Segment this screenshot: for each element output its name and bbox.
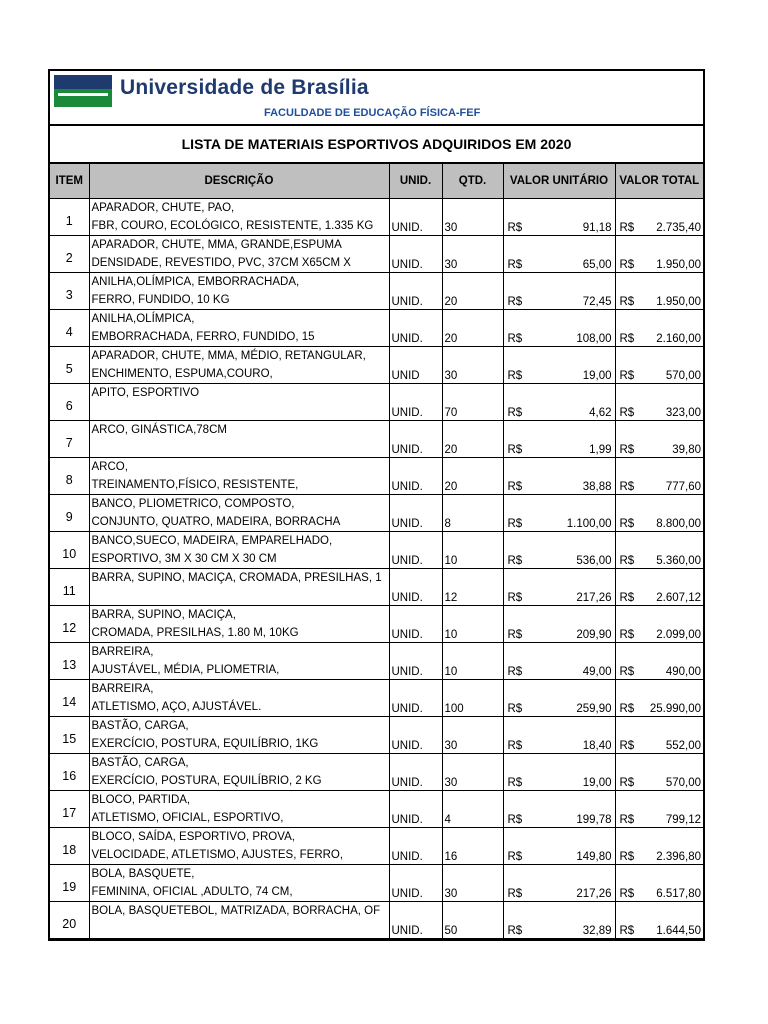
description-cell [89,790,389,827]
table-row [50,420,703,457]
table-row [50,384,703,421]
total-value-cell [615,273,703,310]
description-line-1: BASTÃO, CARGA, [91,719,189,732]
total-value: 8.800,00 [656,517,701,530]
currency-symbol: R$ [507,333,523,345]
quantity-cell: 20 [442,310,503,347]
item-number: 1 [50,199,89,236]
unit-value-cell [503,236,615,273]
total-value-cell [615,605,703,642]
unit-value: 1.100,00 [566,517,612,530]
total-value-cell [615,531,703,568]
quantity-cell: 30 [442,864,503,901]
currency-symbol: R$ [507,222,523,234]
unit-value-cell [503,753,615,790]
description-line-1: BLOCO, PARTIDA, [91,793,191,806]
table-row [50,568,703,605]
total-value: 570,00 [665,370,701,382]
total-value-cell [615,199,703,236]
description-line-1: APITO, ESPORTIVO [91,387,200,399]
total-value: 2.396,80 [656,850,701,863]
table-header-row [50,164,703,199]
description-cell [89,531,389,568]
currency-symbol: R$ [507,259,523,271]
unit-cell: UNID. [389,199,442,236]
total-value: 1.644,50 [656,924,701,937]
column-header-total-value: VALOR TOTAL [615,164,703,199]
total-value-cell [615,753,703,790]
item-number: 11 [50,568,89,605]
table-row [50,457,703,494]
unit-value-cell [503,679,615,716]
description-line-1: ARCO, [91,460,128,473]
quantity-cell: 20 [442,457,503,494]
item-number: 2 [50,236,89,273]
unit-value-cell [503,864,615,901]
item-number: 19 [50,864,89,901]
currency-symbol: R$ [507,554,523,567]
quantity-cell: 30 [442,753,503,790]
description-line-2: ATLETISMO, OFICIAL, ESPORTIVO, [91,811,284,824]
currency-symbol: R$ [619,591,635,604]
total-value-cell [615,457,703,494]
description-line-1: APARADOR, CHUTE, MMA, MÉDIO, RETANGULAR, [91,350,366,362]
description-line-1: BLOCO, SAÍDA, ESPORTIVO, PROVA, [91,830,295,843]
quantity-cell: 10 [442,531,503,568]
description-line-2: FEMININA, OFICIAL ,ADULTO, 74 CM, [91,885,293,898]
spreadsheet [48,69,705,941]
currency-symbol: R$ [619,333,635,345]
unit-value: 209,90 [576,628,612,641]
table-row [50,310,703,347]
unit-cell: UNID. [389,790,442,827]
description-cell [89,901,389,938]
unit-cell: UNID. [389,753,442,790]
description-line-2: ATLETISMO, AÇO, AJUSTÁVEL. [91,700,262,713]
table-row [50,273,703,310]
description-cell [89,679,389,716]
unit-cell: UNID. [389,236,442,273]
unit-cell: UNID. [389,568,442,605]
quantity-cell: 50 [442,901,503,938]
currency-symbol: R$ [619,813,635,826]
column-header-unit: UNID. [389,164,442,199]
unit-value-cell [503,384,615,421]
unit-cell: UNID. [389,273,442,310]
item-number: 3 [50,273,89,310]
unit-value-cell [503,568,615,605]
total-value: 1.950,00 [656,296,701,308]
unit-value-cell [503,605,615,642]
item-number: 5 [50,347,89,384]
table-row [50,236,703,273]
total-value: 2.099,00 [656,628,701,641]
currency-symbol: R$ [507,628,523,641]
currency-symbol: R$ [507,776,523,789]
unit-value: 536,00 [576,554,612,567]
unit-value-cell [503,716,615,753]
total-value: 39,80 [672,443,701,456]
total-value-cell [615,790,703,827]
unit-value-cell [503,642,615,679]
currency-symbol: R$ [619,776,635,789]
unit-cell: UNID. [389,679,442,716]
letterhead [50,71,703,126]
quantity-cell: 10 [442,605,503,642]
currency-symbol: R$ [507,739,523,752]
total-value: 2.160,00 [656,333,701,345]
currency-symbol: R$ [619,259,635,271]
description-cell [89,384,389,421]
currency-symbol: R$ [507,480,523,493]
total-value: 25.990,00 [649,702,701,715]
item-number: 7 [50,420,89,457]
description-cell [89,827,389,864]
unit-cell: UNID. [389,642,442,679]
item-number: 15 [50,716,89,753]
currency-symbol: R$ [619,443,635,456]
unit-value: 108,00 [576,333,612,345]
item-number: 8 [50,457,89,494]
description-cell [89,605,389,642]
currency-symbol: R$ [619,406,635,419]
description-line-2: DENSIDADE, REVESTIDO, PVC, 37CM X65CM X [91,257,351,269]
unit-value: 217,26 [576,591,612,604]
description-cell [89,753,389,790]
table-row [50,753,703,790]
currency-symbol: R$ [619,370,635,382]
table-row [50,347,703,384]
total-value: 2.607,12 [656,591,701,604]
item-number: 10 [50,531,89,568]
unit-value-cell [503,457,615,494]
currency-symbol: R$ [619,296,635,308]
unit-cell: UNID. [389,310,442,347]
description-cell [89,568,389,605]
quantity-cell: 12 [442,568,503,605]
currency-symbol: R$ [507,296,523,308]
description-line-1: BARRA, SUPINO, MACIÇA, [91,608,236,621]
description-cell [89,236,389,273]
currency-symbol: R$ [619,887,635,900]
description-line-2: AJUSTÁVEL, MÉDIA, PLIOMETRIA, [91,663,280,676]
unit-value-cell [503,901,615,938]
quantity-cell: 100 [442,679,503,716]
unit-cell: UNID. [389,864,442,901]
unit-value-cell [503,199,615,236]
description-line-2: FERRO, FUNDIDO, 10 KG [91,294,230,306]
unit-value: 1,99 [589,443,612,456]
currency-symbol: R$ [507,813,523,826]
description-cell [89,864,389,901]
unit-value-cell [503,827,615,864]
unit-value-cell [503,347,615,384]
unit-value: 32,89 [582,924,612,937]
description-line-2: EXERCÍCIO, POSTURA, EQUILÍBRIO, 1KG [91,737,319,750]
currency-symbol: R$ [507,887,523,900]
description-cell [89,420,389,457]
total-value: 6.517,80 [656,887,701,900]
description-cell [89,273,389,310]
unit-cell: UNID. [389,901,442,938]
total-value-cell [615,347,703,384]
description-line-1: BANCO,SUECO, MADEIRA, EMPARELHADO, [91,534,333,547]
total-value: 570,00 [665,776,701,789]
total-value-cell [615,494,703,531]
description-line-2: FBR, COURO, ECOLÓGICO, RESISTENTE, 1.335 KG [91,220,374,232]
quantity-cell: 70 [442,384,503,421]
item-number: 16 [50,753,89,790]
item-number: 12 [50,605,89,642]
currency-symbol: R$ [507,443,523,456]
item-number: 13 [50,642,89,679]
unit-cell: UNID. [389,827,442,864]
table-row [50,679,703,716]
unit-cell: UNID. [389,531,442,568]
table-row [50,716,703,753]
unit-value-cell [503,310,615,347]
description-cell [89,199,389,236]
total-value-cell [615,864,703,901]
materials-table [50,164,703,939]
description-line-1: ANILHA,OLÍMPICA, [91,313,195,325]
total-value: 1.950,00 [656,259,701,271]
unit-value-cell [503,531,615,568]
description-line-2: CROMADA, PRESILHAS, 1.80 M, 10KG [91,626,299,639]
unit-value: 65,00 [582,259,612,271]
currency-symbol: R$ [619,665,635,678]
description-line-1: ARCO, GINÁSTICA,78CM [91,423,227,436]
description-line-2: VELOCIDADE, ATLETISMO, AJUSTES, FERRO, [91,848,344,861]
unit-value-cell [503,273,615,310]
table-row [50,901,703,938]
quantity-cell: 30 [442,199,503,236]
description-cell [89,494,389,531]
currency-symbol: R$ [619,517,635,530]
currency-symbol: R$ [507,406,523,419]
unit-cell: UNID. [389,384,442,421]
quantity-cell: 16 [442,827,503,864]
unit-cell: UNID. [389,716,442,753]
description-cell [89,310,389,347]
currency-symbol: R$ [619,554,635,567]
unit-cell: UNID [389,347,442,384]
unit-value: 38,88 [582,480,612,493]
description-line-1: APARADOR, CHUTE, MMA, GRANDE,ESPUMA [91,239,342,251]
total-value: 777,60 [665,480,701,493]
description-line-1: BARRA, SUPINO, MACIÇA, CROMADA, PRESILHAS, 1 [91,571,382,584]
description-line-2: EMBORRACHADA, FERRO, FUNDIDO, 15 [91,331,315,343]
quantity-cell: 30 [442,716,503,753]
currency-symbol: R$ [507,517,523,530]
quantity-cell: 30 [442,347,503,384]
total-value-cell [615,420,703,457]
unit-value: 149,80 [576,850,612,863]
description-line-1: BARREIRA, [91,645,154,658]
unit-value: 19,00 [582,776,612,789]
table-row [50,827,703,864]
unit-cell: UNID. [389,457,442,494]
unit-value: 19,00 [582,370,612,382]
description-line-1: ANILHA,OLÍMPICA, EMBORRACHADA, [91,276,300,288]
description-line-2: EXERCÍCIO, POSTURA, EQUILÍBRIO, 2 KG [91,774,322,787]
university-name: Universidade de Brasília [120,76,369,99]
currency-symbol: R$ [619,222,635,234]
currency-symbol: R$ [507,702,523,715]
description-line-2: TREINAMENTO,FÍSICO, RESISTENTE, [91,478,299,491]
total-value: 552,00 [665,739,701,752]
unit-value: 18,40 [582,739,612,752]
total-value-cell [615,384,703,421]
currency-symbol: R$ [619,628,635,641]
table-row [50,494,703,531]
unit-value: 4,62 [589,406,612,419]
total-value-cell [615,716,703,753]
currency-symbol: R$ [619,702,635,715]
total-value: 490,00 [665,665,701,678]
unit-value: 259,90 [576,702,612,715]
description-line-1: BASTÃO, CARGA, [91,756,189,769]
unit-value-cell [503,790,615,827]
quantity-cell: 8 [442,494,503,531]
column-header-quantity: QTD. [442,164,503,199]
item-number: 20 [50,901,89,938]
unit-value-cell [503,494,615,531]
quantity-cell: 20 [442,420,503,457]
item-number: 6 [50,384,89,421]
description-cell [89,457,389,494]
description-line-1: BOLA, BASQUETEBOL, MATRIZADA, BORRACHA, OF [91,904,381,917]
unit-cell: UNID. [389,420,442,457]
total-value: 5.360,00 [656,554,701,567]
description-line-1: BARREIRA, [91,682,154,695]
description-line-2: CONJUNTO, QUATRO, MADEIRA, BORRACHA [91,515,341,528]
table-row [50,199,703,236]
faculty-name: FACULDADE DE EDUCAÇÃO FÍSICA-FEF [264,107,481,119]
total-value-cell [615,310,703,347]
item-number: 18 [50,827,89,864]
table-row [50,531,703,568]
unit-cell: UNID. [389,494,442,531]
unb-logo-icon [54,75,112,107]
currency-symbol: R$ [619,850,635,863]
description-line-2: ESPORTIVO, 3M X 30 CM X 30 CM [91,552,277,565]
unit-cell: UNID. [389,605,442,642]
currency-symbol: R$ [507,370,523,382]
total-value-cell [615,236,703,273]
unit-value-cell [503,420,615,457]
column-header-item: ITEM [50,164,89,199]
currency-symbol: R$ [619,924,635,937]
document-title: LISTA DE MATERIAIS ESPORTIVOS ADQUIRIDOS EM 2020 [50,126,703,164]
total-value: 323,00 [665,406,701,419]
description-cell [89,347,389,384]
currency-symbol: R$ [507,591,523,604]
table-row [50,864,703,901]
unit-value: 72,45 [582,296,612,308]
quantity-cell: 20 [442,273,503,310]
total-value-cell [615,568,703,605]
description-line-1: BANCO, PLIOMETRICO, COMPOSTO, [91,497,295,510]
item-number: 17 [50,790,89,827]
table-row [50,605,703,642]
total-value: 2.735,40 [656,222,701,234]
item-number: 9 [50,494,89,531]
currency-symbol: R$ [507,850,523,863]
quantity-cell: 10 [442,642,503,679]
item-number: 14 [50,679,89,716]
unit-value: 49,00 [582,665,612,678]
total-value-cell [615,642,703,679]
table-row [50,790,703,827]
total-value: 799,12 [665,813,701,826]
description-line-1: APARADOR, CHUTE, PAO, [91,202,235,214]
column-header-description: DESCRIÇÃO [89,164,389,199]
unit-value: 217,26 [576,887,612,900]
currency-symbol: R$ [507,924,523,937]
quantity-cell: 4 [442,790,503,827]
description-cell [89,642,389,679]
description-cell [89,716,389,753]
total-value-cell [615,679,703,716]
currency-symbol: R$ [619,480,635,493]
table-row [50,642,703,679]
unit-value: 199,78 [576,813,612,826]
total-value-cell [615,827,703,864]
quantity-cell: 30 [442,236,503,273]
column-header-unit-value: VALOR UNITÁRIO [503,164,615,199]
description-line-1: BOLA, BASQUETE, [91,867,195,880]
item-number: 4 [50,310,89,347]
unit-value: 91,18 [582,222,612,234]
currency-symbol: R$ [619,739,635,752]
description-line-2: ENCHIMENTO, ESPUMA,COURO, [91,368,273,380]
currency-symbol: R$ [507,665,523,678]
total-value-cell [615,901,703,938]
